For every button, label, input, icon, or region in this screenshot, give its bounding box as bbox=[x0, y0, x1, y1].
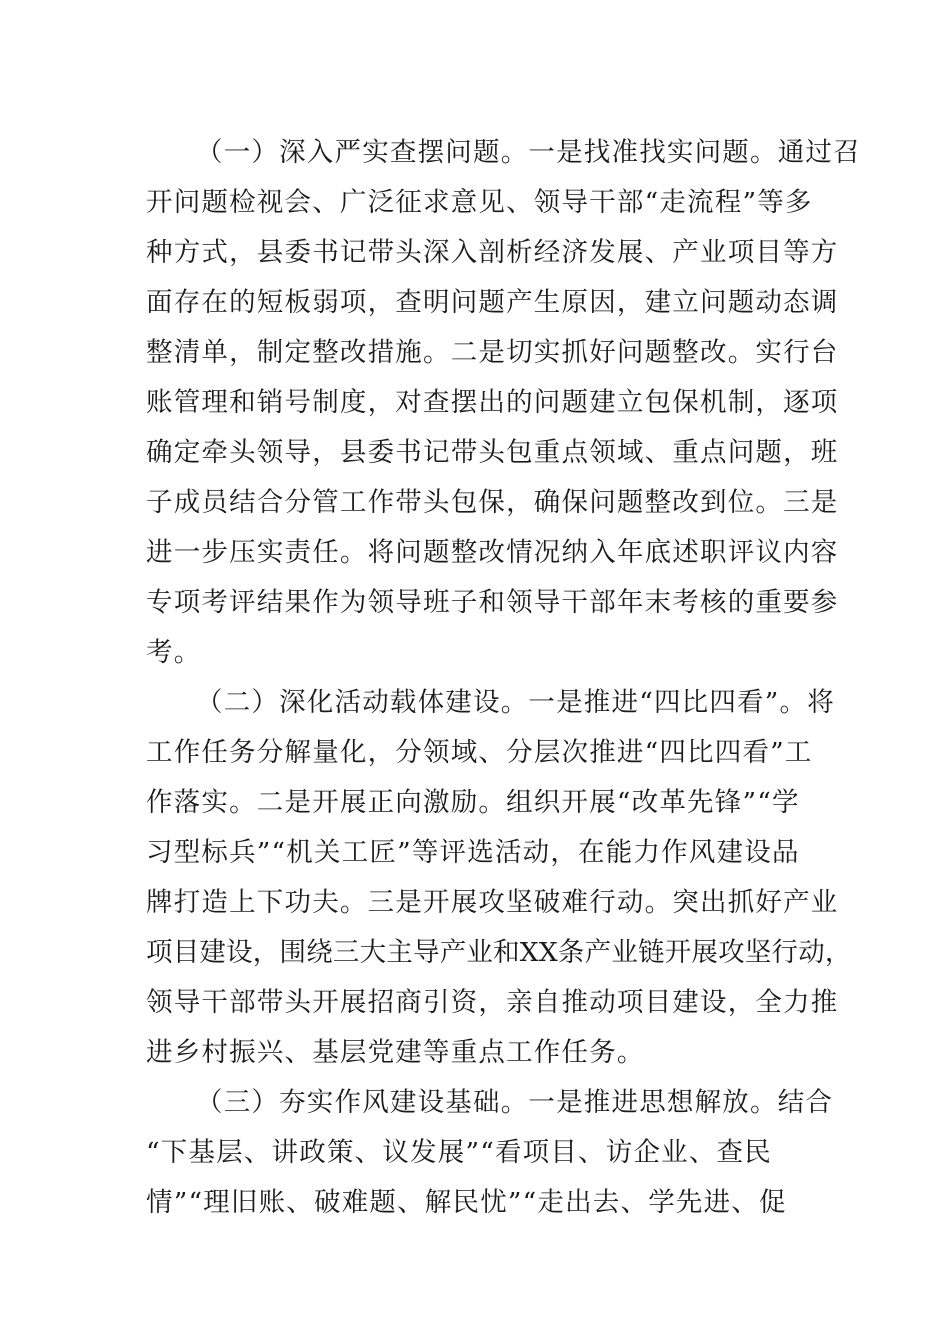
paragraph-2-line-6: 项目建设，围绕三大主导产业和XX条产业链开展攻坚行动， bbox=[146, 937, 852, 968]
paragraph-1-line-2: 开问题检视会、广泛征求意见、领导干部“走流程”等多 bbox=[146, 187, 813, 218]
paragraph-1-line-5: 整清单，制定整改措施。二是切实抓好问题整改。实行台 bbox=[146, 337, 839, 368]
paragraph-2-line-4: 习型标兵”“机关工匠”等评选活动，在能力作风建设品 bbox=[146, 837, 800, 868]
paragraph-1-line-7: 确定牵头领导，县委书记带头包重点领域、重点问题，班 bbox=[146, 437, 839, 468]
paragraph-2-line-3: 作落实。二是开展正向激励。组织开展“改革先锋”“学 bbox=[146, 787, 800, 818]
paragraph-1-line-3: 种方式，县委书记带头深入剖析经济发展、产业项目等方 bbox=[146, 237, 839, 268]
paragraph-1-line-10: 专项考评结果作为领导班子和领导干部年末考核的重要参 bbox=[146, 587, 839, 618]
paragraph-2-line-5: 牌打造上下功夫。三是开展攻坚破难行动。突出抓好产业 bbox=[146, 887, 839, 918]
paragraph-2-line-2: 工作任务分解量化，分领域、分层次推进“四比四看”工 bbox=[146, 737, 813, 768]
paragraph-2-line-1: （二）深化活动载体建设。一是推进“四比四看”。将 bbox=[196, 687, 835, 718]
paragraph-3-line-2: “下基层、讲政策、议发展”“看项目、访企业、查民 bbox=[146, 1137, 772, 1168]
paragraph-2-line-7: 领导干部带头开展招商引资，亲自推动项目建设，全力推 bbox=[146, 987, 839, 1018]
paragraph-1-line-6: 账管理和销号制度，对查摆出的问题建立包保机制，逐项 bbox=[146, 387, 839, 418]
paragraph-1-line-4: 面存在的短板弱项，查明问题产生原因，建立问题动态调 bbox=[146, 287, 839, 318]
paragraph-3-line-1: （三）夯实作风建设基础。一是推进思想解放。结合 bbox=[196, 1087, 834, 1118]
paragraph-1-line-9: 进一步压实责任。将问题整改情况纳入年底述职评议内容 bbox=[146, 537, 839, 568]
paragraph-1-line-11: 考。 bbox=[146, 637, 202, 668]
paragraph-1-line-8: 子成员结合分管工作带头包保，确保问题整改到位。三是 bbox=[146, 487, 839, 518]
paragraph-2-line-8: 进乡村振兴、基层党建等重点工作任务。 bbox=[146, 1037, 645, 1068]
paragraph-3-line-3: 情”“理旧账、破难题、解民忧”“走出去、学先进、促 bbox=[146, 1187, 787, 1218]
paragraph-1-line-1: （一）深入严实查摆问题。一是找准找实问题。通过召 bbox=[196, 137, 861, 168]
